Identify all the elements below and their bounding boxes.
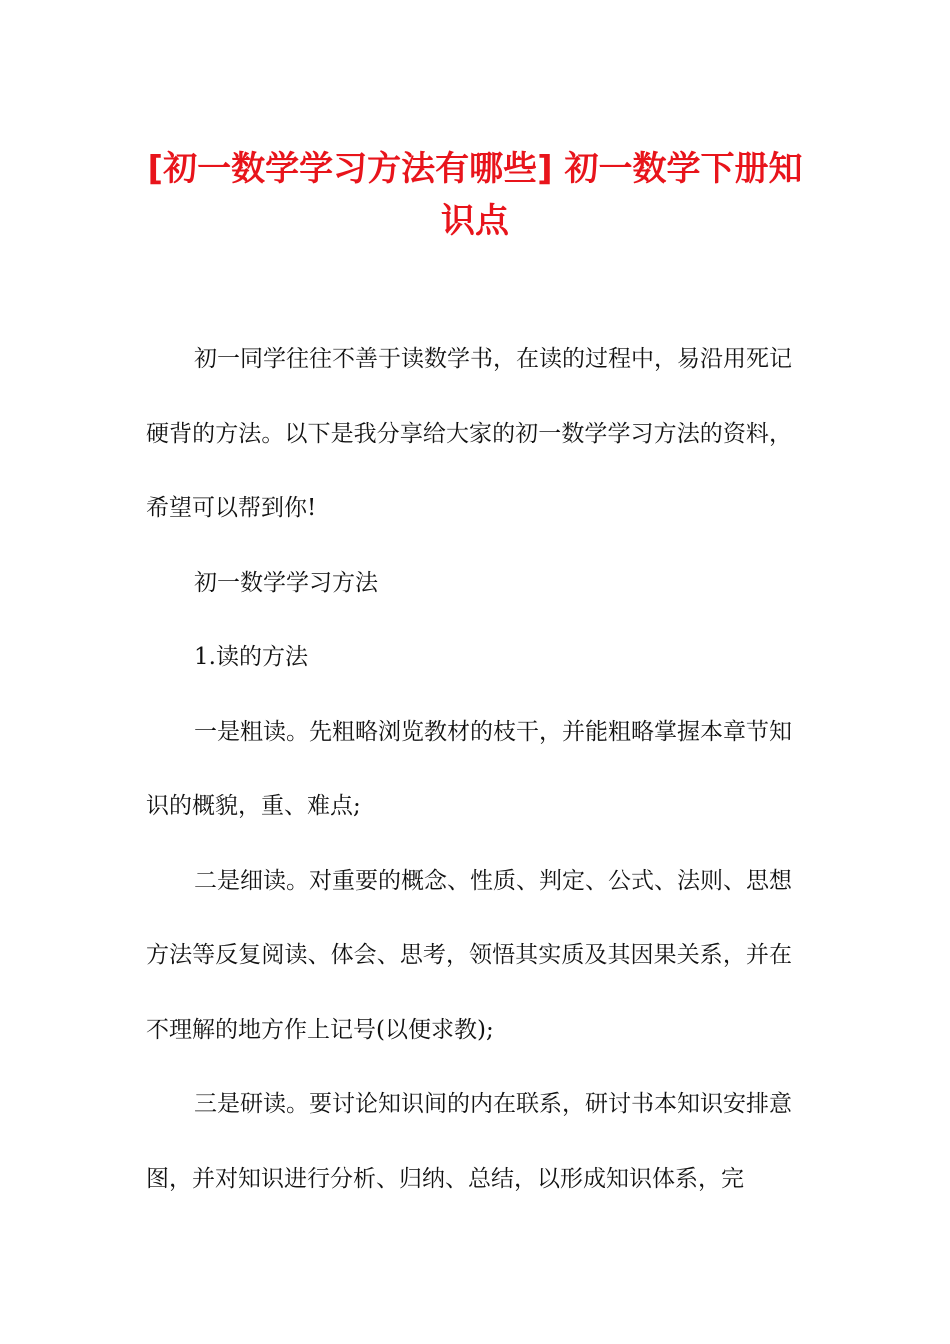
paragraph-detailed-reading: 二是细读。对重要的概念、性质、判定、公式、法则、思想方法等反复阅读、体会、思考，领悟其实质及其因果关系，并在不理解的地方作上记号(以便求教); (146, 867, 792, 1043)
paragraph-rough-reading: 一是粗读。先粗略浏览教材的枝干，并能粗略掌握本章节知识的概貌，重、难点; (146, 718, 792, 819)
section-heading: 初一数学学习方法 (194, 569, 378, 596)
document-body (146, 322, 792, 1216)
paragraph-intro: 初一同学往往不善于读数学书，在读的过程中，易沿用死记硬背的方法。以下是我分享给大家的初一数学学习方法的资料，希望可以帮到你! (146, 346, 792, 521)
paragraph-study-reading: 三是研读。要讨论知识间的内在联系，研讨书本知识安排意图，并对知识进行分析、归纳、总结，以形成知识体系，完 (146, 1091, 792, 1192)
subsection-heading: 1.读的方法 (194, 644, 308, 670)
page-title: [初一数学学习方法有哪些] 初一数学下册知识点 (147, 149, 803, 241)
